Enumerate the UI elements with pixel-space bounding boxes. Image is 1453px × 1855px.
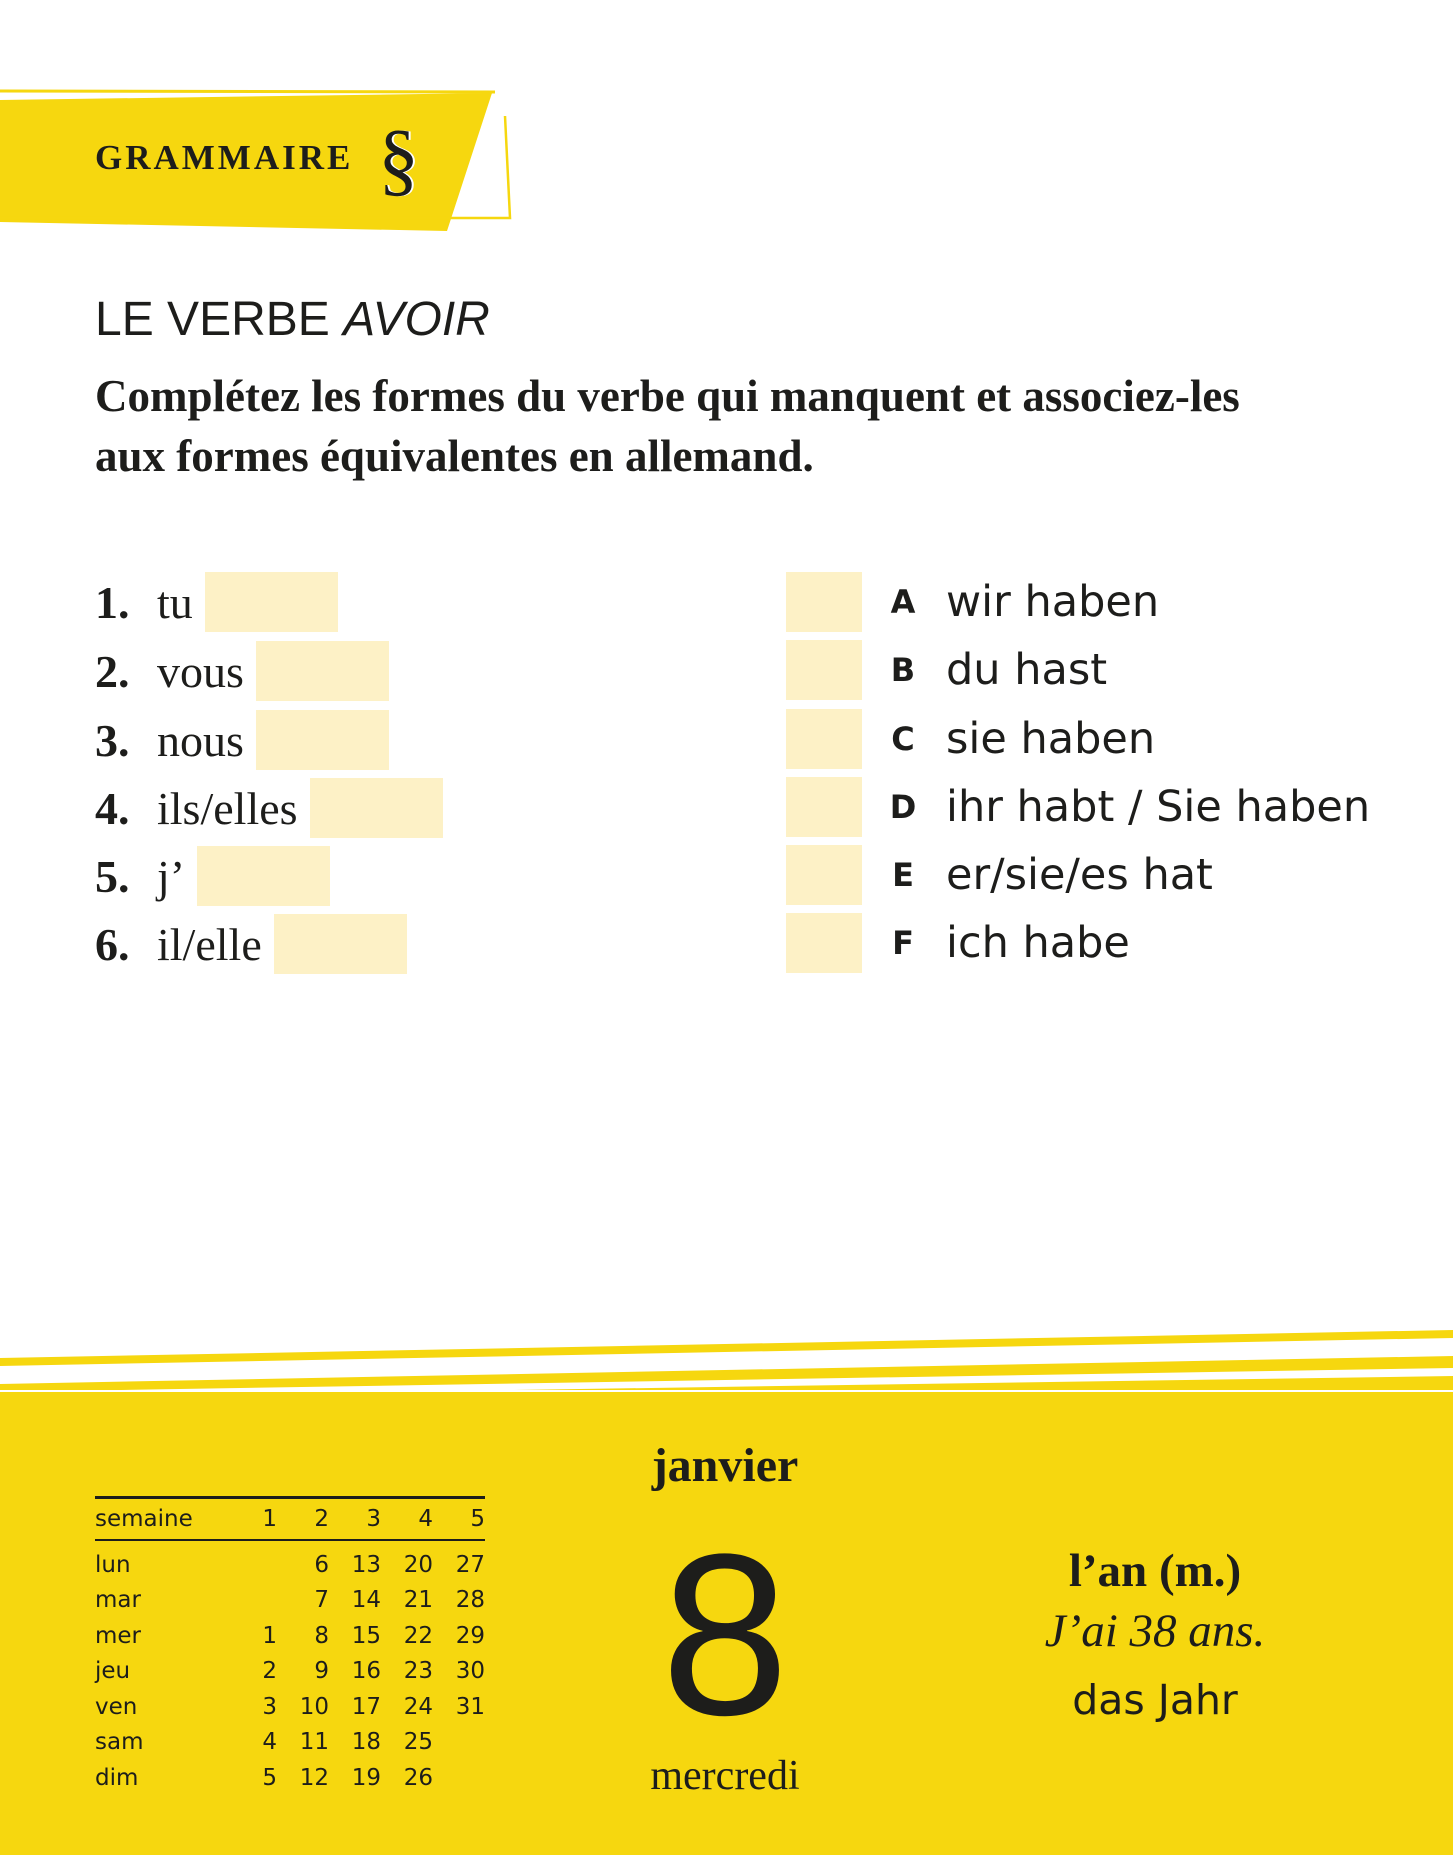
item-pronoun: tu [157, 576, 193, 628]
item-number: 3. [95, 714, 130, 766]
item-number: 5. [95, 850, 130, 902]
answer-blank[interactable] [205, 572, 338, 632]
match-item [786, 913, 1130, 973]
calendar-cell: 12 [299, 1764, 329, 1791]
calendar-cell: 14 [351, 1587, 381, 1614]
calendar-cell: 28 [455, 1587, 485, 1614]
calendar-row [95, 1760, 485, 1796]
calendar-cell: 19 [351, 1764, 381, 1791]
calendar-cell [225, 1540, 277, 1583]
item-pronoun: j’ [157, 850, 186, 902]
match-box[interactable] [786, 640, 862, 700]
calendar-cell: 6 [314, 1551, 329, 1578]
calendar-cell: 18 [351, 1729, 381, 1756]
section-label: GRAMMAIRE [95, 138, 354, 177]
item-number: 4. [95, 782, 130, 834]
calendar-row [95, 1618, 485, 1654]
german-form: sie haben [946, 714, 1156, 764]
match-item [786, 709, 1155, 769]
weekday-label: dim [95, 1764, 139, 1791]
exercise-item [95, 778, 443, 838]
match-item [786, 572, 1159, 632]
german-form: ihr habt / Sie haben [946, 782, 1371, 832]
calendar-cell [433, 1760, 485, 1796]
vocab-translation: das Jahr [1072, 1676, 1238, 1724]
calendar-cell: 7 [314, 1587, 329, 1614]
match-box[interactable] [786, 777, 862, 837]
match-letter: A [890, 583, 916, 621]
page-title [95, 292, 490, 347]
week-header-label: semaine [95, 1499, 225, 1540]
german-form: er/sie/es hat [946, 850, 1213, 900]
calendar-cell: 13 [351, 1551, 381, 1578]
exercise-item [95, 641, 389, 701]
match-box[interactable] [786, 572, 862, 632]
calendar-cell: 9 [314, 1658, 329, 1685]
weekday-label: mar [95, 1587, 141, 1614]
calendar-row [95, 1654, 485, 1690]
calendar-header-row [95, 1499, 485, 1540]
german-form: ich habe [946, 918, 1130, 968]
calendar-cell [225, 1583, 277, 1619]
vocab-word: l’an (m.) [1068, 1545, 1242, 1597]
match-box[interactable] [786, 845, 862, 905]
week-number: 2 [277, 1499, 329, 1540]
calendar-cell: 1 [262, 1622, 277, 1649]
exercise-item [95, 846, 330, 906]
exercise-item [95, 572, 338, 632]
match-letter: D [889, 788, 917, 826]
match-letter: B [890, 651, 916, 689]
calendar-cell: 25 [403, 1729, 433, 1756]
item-pronoun: nous [157, 714, 244, 766]
answer-blank[interactable] [310, 778, 443, 838]
weekday-label: jeu [95, 1658, 131, 1685]
calendar-cell: 24 [403, 1693, 433, 1720]
calendar-cell: 27 [455, 1551, 485, 1578]
match-item [786, 640, 1107, 700]
calendar-row [95, 1689, 485, 1725]
calendar-cell: 29 [455, 1622, 485, 1649]
match-letter: E [892, 856, 914, 894]
match-letter: F [892, 924, 914, 962]
match-box[interactable] [786, 709, 862, 769]
item-pronoun: vous [157, 645, 244, 697]
instruction-text: Complétez les formes du verbe qui manquent et associez-les aux formes équivalentes en allemand. [95, 371, 1240, 481]
match-item [786, 777, 1370, 837]
calendar-cell: 17 [351, 1693, 381, 1720]
answer-blank[interactable] [274, 914, 407, 974]
exercise-item [95, 710, 389, 770]
calendar-cell: 26 [403, 1764, 433, 1791]
calendar-cell: 5 [262, 1764, 277, 1791]
week-number: 3 [329, 1499, 381, 1540]
calendar-cell: 20 [403, 1551, 433, 1578]
item-number: 2. [95, 645, 130, 697]
week-number: 4 [381, 1499, 433, 1540]
match-box[interactable] [786, 913, 862, 973]
weekday-label: lun [95, 1551, 131, 1578]
answer-blank[interactable] [256, 710, 389, 770]
weekday-label: mer [95, 1622, 142, 1649]
calendar-cell: 22 [403, 1622, 433, 1649]
title-main: LE VERBE [95, 293, 344, 346]
day-number: 8 [661, 1506, 789, 1763]
calendar-cell: 15 [351, 1622, 381, 1649]
calendar-table [95, 1499, 485, 1796]
month-label: janvier [651, 1439, 799, 1492]
calendar-row [95, 1725, 485, 1761]
decorative-streaks [0, 1318, 1453, 1390]
calendar-cell: 10 [299, 1693, 329, 1720]
calendar-cell: 11 [299, 1729, 329, 1756]
week-number: 5 [433, 1499, 485, 1540]
match-item [786, 845, 1213, 905]
item-number: 6. [95, 918, 130, 970]
calendar-row [95, 1583, 485, 1619]
weekday-label: ven [95, 1693, 138, 1720]
mini-calendar [95, 1496, 485, 1796]
calendar-row [95, 1540, 485, 1583]
german-form: du hast [946, 645, 1108, 695]
title-italic: AVOIR [343, 293, 490, 346]
weekday-label: sam [95, 1729, 144, 1756]
vocab-example: J’ai 38 ans. [1044, 1605, 1266, 1657]
match-letter: C [891, 720, 915, 758]
answer-blank[interactable] [197, 846, 330, 906]
calendar-cell: 21 [403, 1587, 433, 1614]
calendar-cell: 31 [455, 1693, 485, 1720]
calendar-cell: 16 [351, 1658, 381, 1685]
calendar-cell: 8 [314, 1622, 329, 1649]
item-pronoun: il/elle [157, 918, 262, 970]
item-number: 1. [95, 576, 130, 628]
answer-blank[interactable] [256, 641, 389, 701]
weekday-label: mercredi [650, 1753, 800, 1799]
calendar-cell: 4 [262, 1729, 277, 1756]
week-number: 1 [225, 1499, 277, 1540]
item-pronoun: ils/elles [157, 782, 298, 834]
calendar-cell: 23 [403, 1658, 433, 1685]
section-sign-icon: § [378, 113, 419, 204]
calendar-cell: 2 [262, 1658, 277, 1685]
german-form: wir haben [946, 577, 1160, 627]
calendar-cell: 3 [262, 1693, 277, 1720]
exercise-item [95, 914, 407, 974]
calendar-cell [433, 1725, 485, 1761]
calendar-cell: 30 [455, 1658, 485, 1685]
